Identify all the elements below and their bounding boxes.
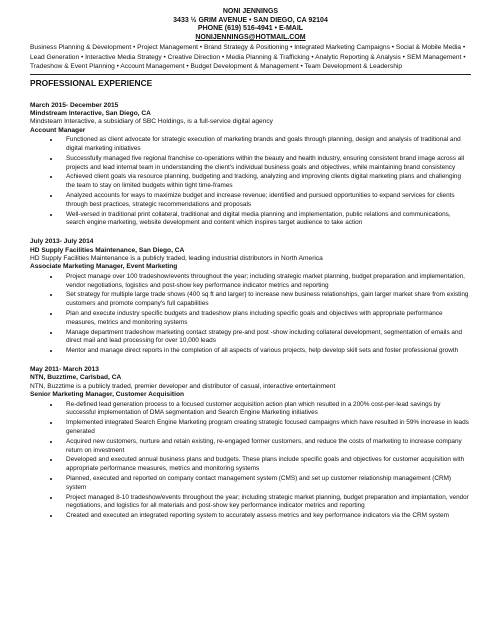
section-title: PROFESSIONAL EXPERIENCE	[30, 77, 153, 88]
job-bullets	[30, 273, 471, 356]
bullet-item: • Project manage over 100 tradeshow/events throughout the year; including strategic market planning, budget preparation and implementation, vendor negotiations, logistics and post-show key performance indicator metrics and reporting	[60, 273, 471, 291]
bullet-item: • Project managed 8-10 tradeshow/events throughout the year; including strategic market planning, budget preparation and implantation, vendor negotiations, and logistics for all materials and post-show key performance indicator metrics and reporting	[60, 494, 471, 512]
job-dates: May 2011- March 2013	[30, 365, 99, 373]
job-company: HD Supply Facilities Maintenance, San Diego, CA	[30, 246, 185, 254]
job-company: Mindstream Interactive, San Diego, CA	[30, 110, 151, 117]
section-divider	[30, 74, 471, 75]
contact-header	[30, 8, 471, 42]
bullet-item: • Implemented integrated Search Engine Marketing program creating strategic focused campaigns which have resulted in 59% increase in leads generated	[60, 419, 471, 437]
bullet-item: • Functioned as client advocate for strategic execution of marketing brands and goals through planning, design and analysis of traditional and digital marketing initiatives	[60, 136, 471, 154]
skills-summary: Business Planning & Development • Project Management • Brand Strategy & Positioning • Integrated Marketing Campaigns • Social & Mobile Media • Lead Generation • Interactive Media Strategy • Creative Direction • Media Planning & Trafficking • Analytic Reporting & Analysis • SEM Management • Tradeshow & Event Planning • Account Management • Budget Development & Management • Team Development & Leadership	[30, 44, 466, 71]
job-description: HD Supply Facilities Maintenance is a publicly traded, leading industrial distributors in North America	[30, 255, 323, 262]
address-line: 3433 ½ GRIM AVENUE • SAN DIEGO, CA 92104	[173, 16, 328, 24]
bullet-item: • Developed and executed annual business plans and budgets. These plans include specific goals and objectives for customer acquisition with appropriate performance measures, metrics and monitoring systems	[60, 456, 471, 474]
job-role: Senior Marketing Manager, Customer Acquisition	[30, 391, 185, 399]
job-bullets	[30, 401, 471, 521]
job-entry	[30, 238, 471, 356]
bullet-item: • Plan and execute industry specific budgets and tradeshow plans including specific goals and objectives with appropriate performance measures, metrics and monitoring systems	[60, 310, 471, 328]
email-link[interactable]: NONIJENNINGS@HOTMAIL.COM	[195, 33, 306, 41]
job-role: Account Manager	[30, 126, 86, 134]
job-dates: July 2013- July 2014	[30, 238, 94, 246]
job-description: NTN, Buzztime is a publicly traded, premier developer and distributor of casual, interactive entertainment	[30, 382, 336, 390]
job-entry	[30, 366, 471, 521]
bullet-item: • Manage department tradeshow marketing contact strategy pre-and post -show including collateral development, segmentation of emails and direct mail and lead processing for over 10,000 leads	[60, 329, 471, 347]
bullet-item: • Successfully managed five regional franchise co-operations within the beauty and health industry, ensuring consistent brand image across all projects and lead internal team in understanding the client's individual business goals and objectives, while maintaining brand consistency	[60, 155, 471, 173]
job-bullets	[30, 136, 471, 228]
job-company: NTN, Buzztime, Carlsbad, CA	[30, 374, 122, 382]
bullet-item: • Achieved client goals via resource planning, budgeting and tracking, analyzing and improving clients digital marketing plans and challenging the team to stay on limited budgets within tight time-frames	[60, 173, 471, 191]
bullet-item: • Well-versed in traditional print collateral, traditional and digital media planning and implementation, public relations and communications, search engine marketing, website development and content which inspires target audience to take action	[60, 211, 471, 229]
phone-line: PHONE (619) 516-4941 • E-MAIL	[197, 25, 304, 33]
candidate-name: NONI JENNINGS	[222, 8, 279, 15]
bullet-item: • Acquired new customers, nurture and retain existing, re-engaged former customers, and reduce the costs of marketing to increase company return on investment	[60, 438, 471, 456]
job-dates: March 2015- December 2015	[30, 101, 119, 109]
bullet-item: • Re-defined lead generation process to a focused customer acquisition action plan which resulted in a 200% cost-per-lead savings by successful implementation of DMA segmentation and Search Engine Marketing initiatives	[60, 401, 471, 419]
experience-list	[30, 102, 471, 521]
bullet-item: • Created and executed an integrated reporting system to accurately assess metrics and key performance indicators via the CRM system	[60, 512, 471, 521]
job-role: Associate Marketing Manager, Event Marketing	[30, 263, 178, 271]
job-entry	[30, 102, 471, 229]
bullet-item: • Analyzed accounts for ways to maximize budget and increase revenue; identified and pursued opportunities to expand services for clients through best practices, strategic recommendations and proposals	[60, 192, 471, 210]
bullet-item: • Mentor and manage direct reports in the completion of all aspects of various projects, help develop skill sets and foster professional growth	[60, 347, 471, 356]
job-description: Mindsteam Interactive, a subsidiary of SBC Holdings, is a full-service digital agency	[30, 118, 273, 126]
bullet-item: • Planned, executed and reported on company contact management system (CMS) and set up customer relationship management (CRM) system	[60, 475, 471, 493]
bullet-item: • Set strategy for multiple large trade shows (400 sq ft and larger) to increase new business relationships, gain larger market share from existing customers and promote company's full capabilities	[60, 291, 471, 309]
